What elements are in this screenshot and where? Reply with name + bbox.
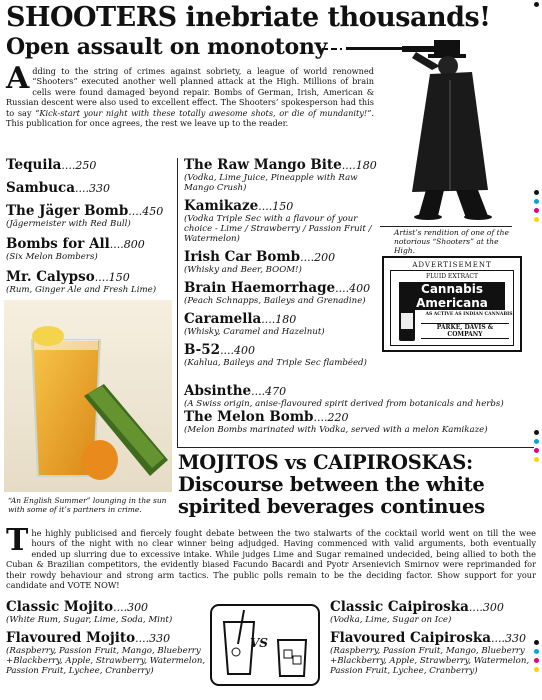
menu-item: Kamikaze....150 (Vodka Triple Sec with a flavour of your choice - Lime / Strawberry / Passion Fruit / Watermelon) [184,198,372,244]
registration-dots-upper [534,190,540,226]
menu-item: Bombs for All....800 (Six Melon Bombers) [6,236,145,262]
mojito-article: The highly publicised and fiercely fought debate between the two stalwarts of the cocktail world went on till the wee hours of the night with no clear winner being adjudged. Having commenced with valid arguments, both eventually ended up slurring due to excessive intake. While judges Lime and Sugar remained undecided, being allied to both the Cuban & Brazilian competitors, the evidently biased Facundo Bacardi and Pyotr Arsenievich Smirnov were reprimanded for their rowdy behaviour and strong arm tactics. The public polls remain to be the deciding factor. Show support for your candidate and VOTE NOW! [6,523,536,591]
advertisement [382,256,522,352]
main-headline: SHOOTERS inebriate thousands! [6,2,491,33]
shooter-caption: Artist’s rendition of one of the notorious “Shooters” at the High. [394,228,509,255]
menu-item: Flavoured Mojito....330 (Raspberry, Passion Fruit, Mango, Blueberry +Blackberry, Apple, Strawberry, Watermelon, Passion Fruit, Lychee, Cranberry) [6,630,206,676]
menu-item: Classic Caipiroska....300 (Vodka, Lime, Sugar on Ice) [330,599,504,625]
drop-cap: T [6,523,29,558]
menu-item: The Melon Bomb....220 (Melon Bombs marinated with Vodka, served with a melon Kamikaze) [184,409,488,435]
caption-rule [380,226,512,227]
menu-item: Irish Car Bomb....200 (Whisky and Beer, BOOM!) [184,249,336,275]
menu-item: Sambuca....330 [6,180,110,196]
dot-black [534,2,539,7]
menu-item: The Raw Mango Bite....180 (Vodka, Lime Juice, Pineapple with Raw Mango Crush) [184,157,377,193]
menu-item: Caramella....180 (Whisky, Caramel and Hazelnut) [184,311,325,337]
shooters-list-left [6,158,178,295]
sub-headline: Open assault on monotony [6,34,328,60]
menu-item: Absinthe....470 (A Swiss origin, anise-flavoured spirit derived from botanicals and herbs) [184,383,504,409]
ad-frame: FLUID EXTRACT Cannabis Americana AS ACTIVE AS INDIAN CANNABIS PARKE, DAVIS & COMPANY [390,270,514,346]
ad-maker: PARKE, DAVIS & COMPANY [421,323,509,339]
shooter-illustration-icon [392,40,518,220]
menu-item: Tequila....250 [6,157,97,173]
shooters-list-right [184,158,380,374]
ad-brand: Cannabis Americana [399,282,505,310]
drink-photo-icon [4,300,172,492]
menu-item: Flavoured Caipiroska....330 (Raspberry, Passion Fruit, Mango, Blueberry +Blackberry, Apple, Strawberry, Watermelon, Passion Fruit, Lychee, Cranberry) [330,630,530,676]
menu-item: Brain Haemorrhage....400 (Peach Schnapps, Baileys and Grenadine) [184,280,371,306]
drop-cap: A [6,61,30,96]
ad-label: ADVERTISEMENT [412,261,492,269]
mojito-headline: MOJITOS vs CAIPIROSKAS: Discourse between the white spirited beverages continues [178,451,485,518]
bottle-icon [397,297,417,341]
menu-item: B-52....400 (Kahlua, Baileys and Triple Sec flambéed) [184,342,367,368]
photo-caption: “An English Summer” lounging in the sun with some of it’s partners in crime. [8,496,167,514]
vs-label: VS [250,636,268,650]
cocktails-list-left [6,600,206,676]
section-divider [178,447,534,448]
registration-dots-middle [534,430,540,466]
menu-item: Classic Mojito....300 (White Rum, Sugar, Lime, Soda, Mint) [6,599,173,625]
registration-dots-top [534,2,540,11]
column-divider [177,158,178,448]
menu-item: Mr. Calypso....150 (Rum, Ginger Ale and Fresh Lime) [6,269,157,295]
registration-dots-bottom [534,640,540,676]
menu-item: The Jäger Bomb....450 (Jägermeister with Red Bull) [6,203,164,229]
intro-paragraph: Adding to the string of crimes against sobriety, a league of world renowned “Shooters” executed another well planned attack at the High. Millions of brain cells were found damaged beyond repair. Bombs of German, Irish, American & Russian descent were also used to excellent effect. The Shooters’ spokesperson had this to say “Kick-start your night with these totally awesome shots, or die of mundanity!”. This publication for once agrees, the rest we leave up to the reader. [6,61,374,129]
cocktails-list-right [330,600,536,676]
